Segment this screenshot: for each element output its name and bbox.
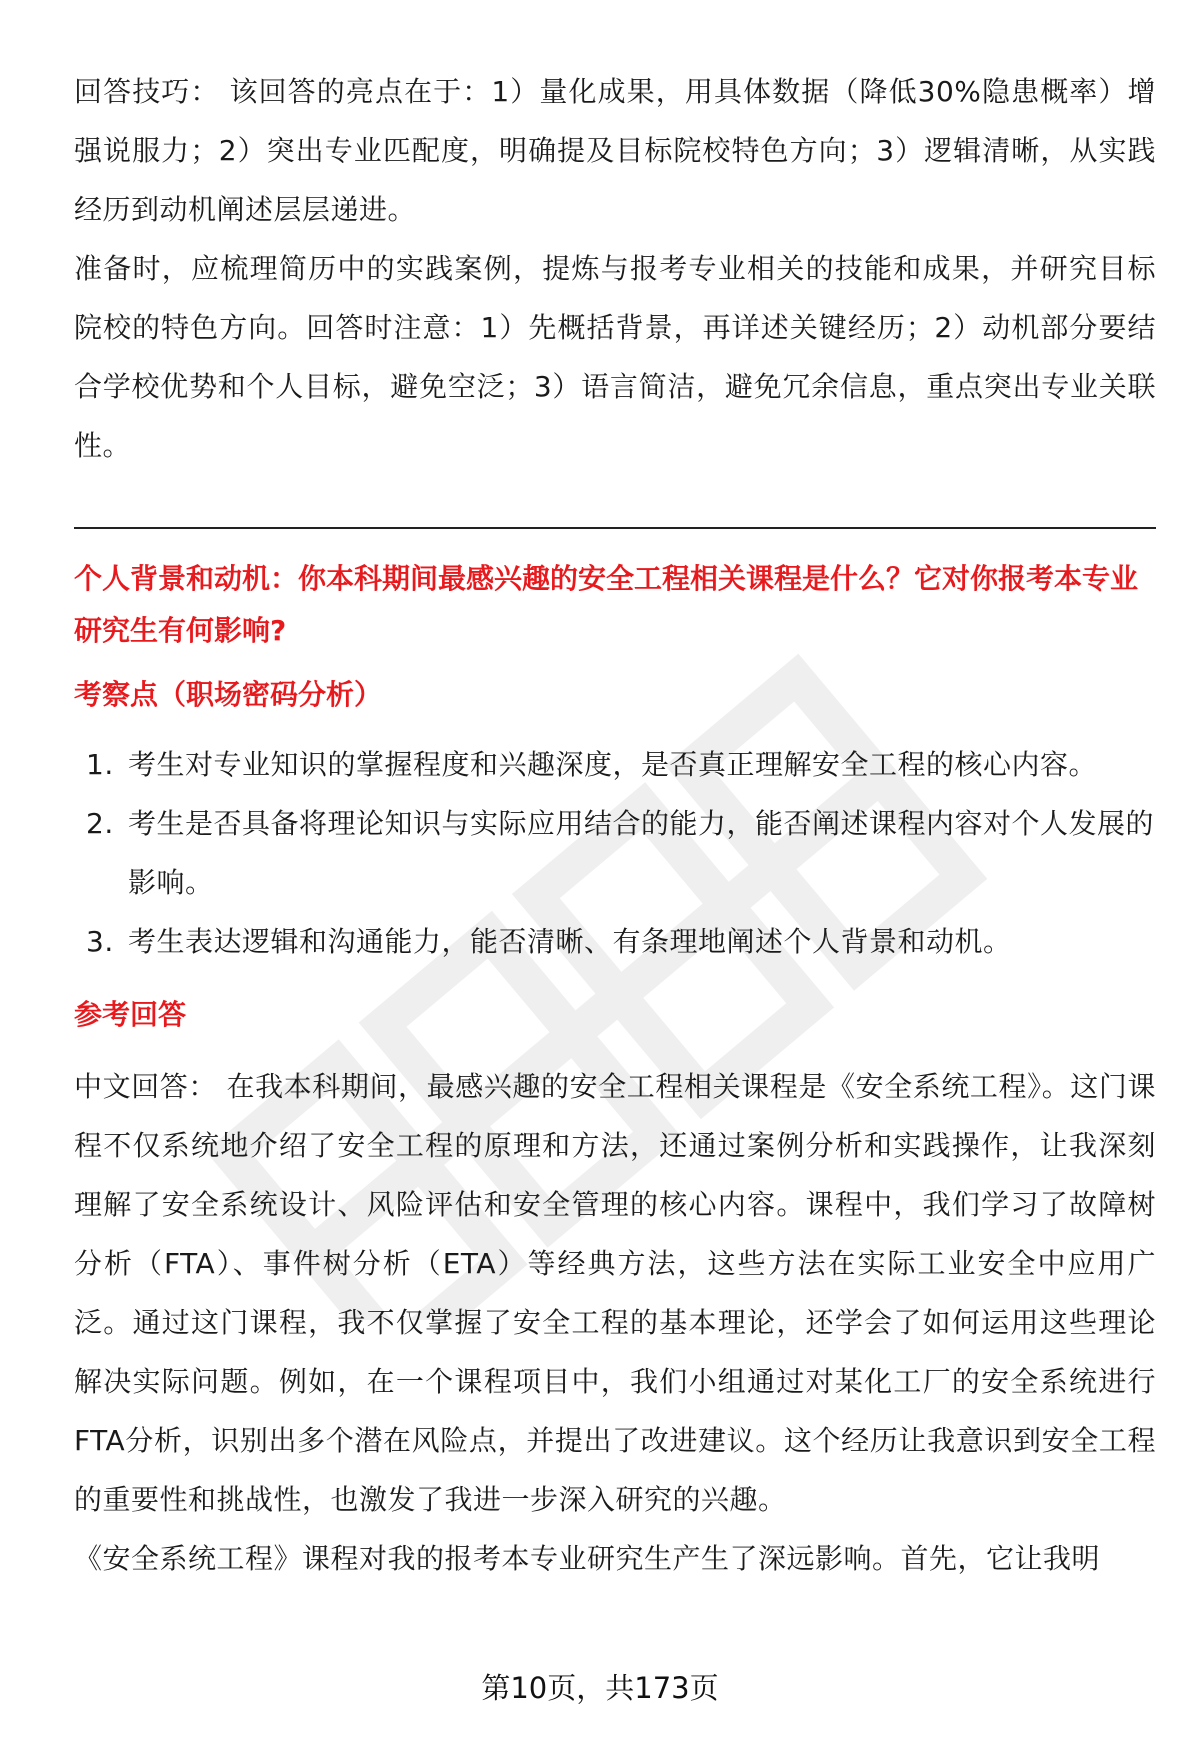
section-divider	[74, 527, 1156, 529]
list-number: 2.	[86, 807, 114, 840]
tips-paragraph: 回答技巧： 该回答的亮点在于：1）量化成果，用具体数据（降低30%隐患概率）增强说服力；2）突出专业匹配度，明确提及目标院校特色方向；3）逻辑清晰，从实践经历到动机阐述层层递进。	[74, 75, 1156, 226]
assessment-title: 考察点（职场密码分析）	[74, 678, 383, 711]
answer-title: 参考回答	[74, 998, 187, 1031]
preparation-paragraph: 准备时，应梳理简历中的实践案例，提炼与报考专业相关的技能和成果，并研究目标院校的特色方向。回答时注意：1）先概括背景，再详述关键经历；2）动机部分要结合学校优势和个人目标，避免空泛；3）语言简洁，避免冗余信息，重点突出专业关联性。	[74, 252, 1156, 462]
question-heading: 个人背景和动机：你本科期间最感兴趣的安全工程相关课程是什么？它对你报考本专业研究生有何影响?	[74, 562, 1139, 647]
list-item	[74, 794, 1156, 912]
page-number: 第10页，共173页	[481, 1671, 719, 1705]
list-number: 1.	[86, 748, 114, 781]
list-item	[74, 735, 1156, 794]
answer-paragraph: 中文回答： 在我本科期间，最感兴趣的安全工程相关课程是《安全系统工程》。这门课程不仅系统地介绍了安全工程的原理和方法，还通过案例分析和实践操作，让我深刻理解了安全系统设计、风险评估和安全管理的核心内容。课程中，我们学习了故障树分析（FTA）、事件树分析（ETA）等经典方法，这些方法在实际工业安全中应用广泛。通过这门课程，我不仅掌握了安全工程的基本理论，还学会了如何运用这些理论解决实际问题。例如，在一个课程项目中，我们小组通过对某化工厂的安全系统进行FTA分析，识别出多个潜在风险点，并提出了改进建议。这个经历让我意识到安全工程的重要性和挑战性，也激发了我进一步深入研究的兴趣。	[74, 1070, 1156, 1516]
list-item	[74, 912, 1156, 971]
list-text: 考生是否具备将理论知识与实际应用结合的能力，能否阐述课程内容对个人发展的影响。	[128, 807, 1155, 899]
list-number: 3.	[86, 925, 114, 958]
document-page	[74, 62, 1156, 1588]
list-text: 考生表达逻辑和沟通能力，能否清晰、有条理地阐述个人背景和动机。	[128, 925, 1012, 958]
list-text: 考生对专业知识的掌握程度和兴趣深度，是否真正理解安全工程的核心内容。	[128, 748, 1098, 781]
assessment-list	[74, 735, 1156, 971]
answer-paragraph-continued: 《安全系统工程》课程对我的报考本专业研究生产生了深远影响。首先，它让我明	[74, 1542, 1101, 1575]
